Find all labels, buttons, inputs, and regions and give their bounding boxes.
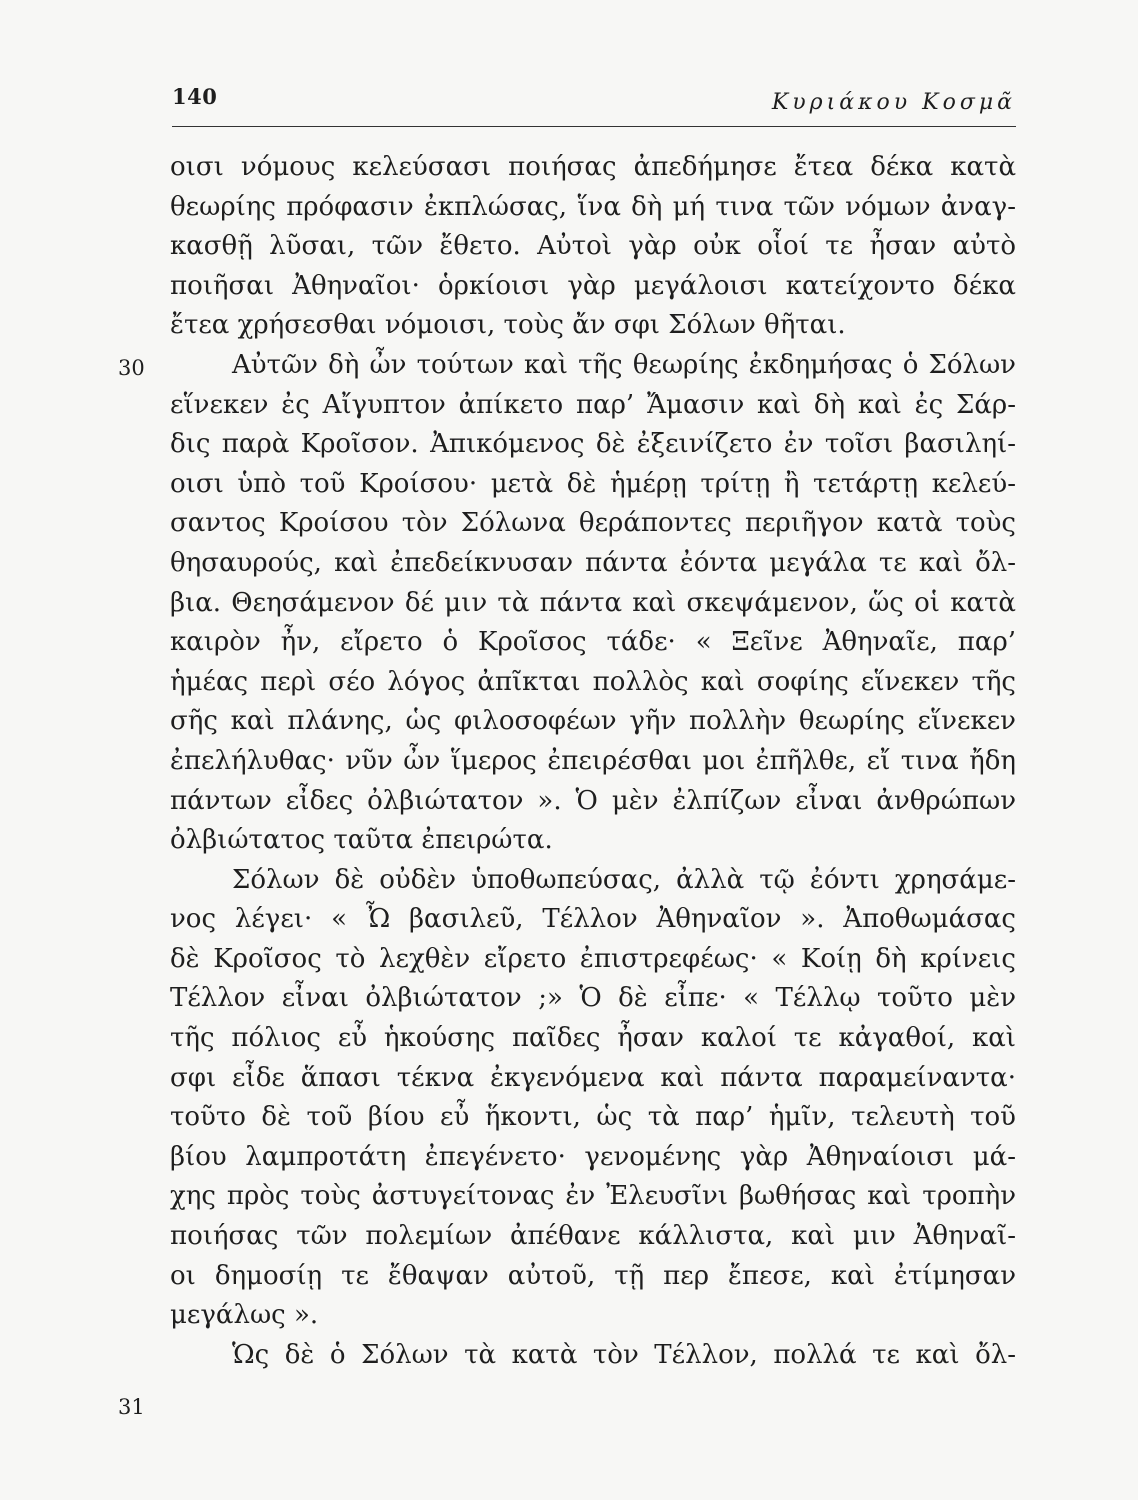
text-line: ἡμέας περὶ σέο λόγος ἀπῖκται πολλὸς καὶ σοφίης εἵνεκεν τῆς xyxy=(170,666,1016,697)
text-line: κασθῇ λῦσαι, τῶν ἔθετο. Αὐτοὶ γὰρ οὐκ οἷοί τε ἦσαν αὐτὸ xyxy=(170,231,1016,262)
text-line: δὲ Κροῖσος τὸ λεχθὲν εἴρετο ἐπιστρεφέως· « Κοίῃ δὴ κρίνεις xyxy=(170,943,1016,974)
text-line: σῆς καὶ πλάνης, ὡς φιλοσοφέων γῆν πολλὴν θεωρίης εἵνεκεν xyxy=(170,706,1016,737)
text-line: καιρὸν ἦν, εἴρετο ὁ Κροῖσος τάδε· « Ξεῖνε Ἀθηναῖε, παρ’ xyxy=(170,627,1016,658)
margin-line-number-30: 30 xyxy=(118,356,145,380)
text-line: ποιήσας τῶν πολεμίων ἀπέθανε κάλλιστα, καὶ μιν Ἀθηναῖ- xyxy=(170,1221,1016,1252)
text-line: τῆς πόλιος εὖ ἡκούσης παῖδες ἦσαν καλοί τε κἀγαθοί, καὶ xyxy=(170,1023,1016,1054)
margin-line-number-31: 31 xyxy=(118,1395,145,1419)
text-line: εἵνεκεν ἐς Αἴγυπτον ἀπίκετο παρ’ Ἄμασιν καὶ δὴ καὶ ἐς Σάρ- xyxy=(170,389,1016,420)
text-line: οισι ὑπὸ τοῦ Κροίσου· μετὰ δὲ ἡμέρῃ τρίτῃ ἢ τετάρτῃ κελεύ- xyxy=(170,468,1016,499)
text-line: Τέλλον εἶναι ὀλβιώτατον ;» Ὁ δὲ εἶπε· « Τέλλῳ τοῦτο μὲν xyxy=(170,983,1016,1014)
text-line: θησαυρούς, καὶ ἐπεδείκνυσαν πάντα ἐόντα μεγάλα τε καὶ ὄλ- xyxy=(170,547,1016,578)
text-line: τοῦτο δὲ τοῦ βίου εὖ ἥκοντι, ὡς τὰ παρ’ ἡμῖν, τελευτὴ τοῦ xyxy=(170,1102,1016,1133)
text-line: ὀλβιώτατος ταῦτα ἐπειρώτα. xyxy=(170,825,553,856)
text-line: Αὐτῶν δὴ ὦν τούτων καὶ τῆς θεωρίης ἐκδημήσας ὁ Σόλων xyxy=(232,349,1016,380)
text-line: οι δημοσίῃ τε ἔθαψαν αὐτοῦ, τῇ περ ἔπεσε, καὶ ἐτίμησαν xyxy=(170,1260,1016,1291)
text-line: Ὡς δὲ ὁ Σόλων τὰ κατὰ τὸν Τέλλον, πολλά τε καὶ ὄλ- xyxy=(232,1339,1016,1370)
text-line: ποιῆσαι Ἀθηναῖοι· ὁρκίοισι γὰρ μεγάλοισι κατείχοντο δέκα xyxy=(170,270,1016,301)
page-number: 140 xyxy=(172,84,218,109)
text-line: θεωρίης πρόφασιν ἐκπλώσας, ἵνα δὴ μή τινα τῶν νόμων ἀναγ- xyxy=(170,191,1016,222)
text-line: μεγάλως ». xyxy=(170,1300,319,1331)
text-line: νος λέγει· « Ὦ βασιλεῦ, Τέλλον Ἀθηναῖον ». Ἀποθωμάσας xyxy=(170,904,1016,935)
text-line: Σόλων δὲ οὐδὲν ὑποθωπεύσας, ἀλλὰ τῷ ἐόντι χρησάμε- xyxy=(232,864,1016,895)
text-line: χης πρὸς τοὺς ἀστυγείτονας ἐν Ἐλευσῖνι βωθήσας καὶ τροπὴν xyxy=(170,1181,1016,1212)
text-line: οισι νόμους κελεύσασι ποιήσας ἀπεδήμησε ἔτεα δέκα κατὰ xyxy=(170,152,1016,182)
text-line: βια. Θεησάμενον δέ μιν τὰ πάντα καὶ σκεψάμενον, ὥς οἱ κατὰ xyxy=(170,587,1016,618)
running-head: Κυριάκου Κοσμᾶ xyxy=(771,90,1016,115)
header-rule xyxy=(172,126,1016,127)
text-line: βίου λαμπροτάτη ἐπεγένετο· γενομένης γὰρ Ἀθηναίοισι μά- xyxy=(170,1141,1016,1172)
text-line: σαντος Κροίσου τὸν Σόλωνα θεράποντες περιῆγον κατὰ τοὺς xyxy=(170,508,1016,539)
text-line: ἔτεα χρήσεσθαι νόμοισι, τοὺς ἄν σφι Σόλων θῆται. xyxy=(170,310,846,341)
text-line: σφι εἶδε ἅπασι τέκνα ἐκγενόμενα καὶ πάντα παραμείναντα· xyxy=(170,1062,1016,1093)
text-line: δις παρὰ Κροῖσον. Ἀπικόμενος δὲ ἐξεινίζετο ἐν τοῖσι βασιληί- xyxy=(170,429,1016,460)
body-text xyxy=(170,148,1016,1375)
text-line: ἐπελήλυθας· νῦν ὦν ἵμερος ἐπειρέσθαι μοι ἐπῆλθε, εἴ τινα ἤδη xyxy=(170,745,1016,776)
text-line: πάντων εἶδες ὀλβιώτατον ». Ὁ μὲν ἐλπίζων εἶναι ἀνθρώπων xyxy=(170,785,1016,816)
